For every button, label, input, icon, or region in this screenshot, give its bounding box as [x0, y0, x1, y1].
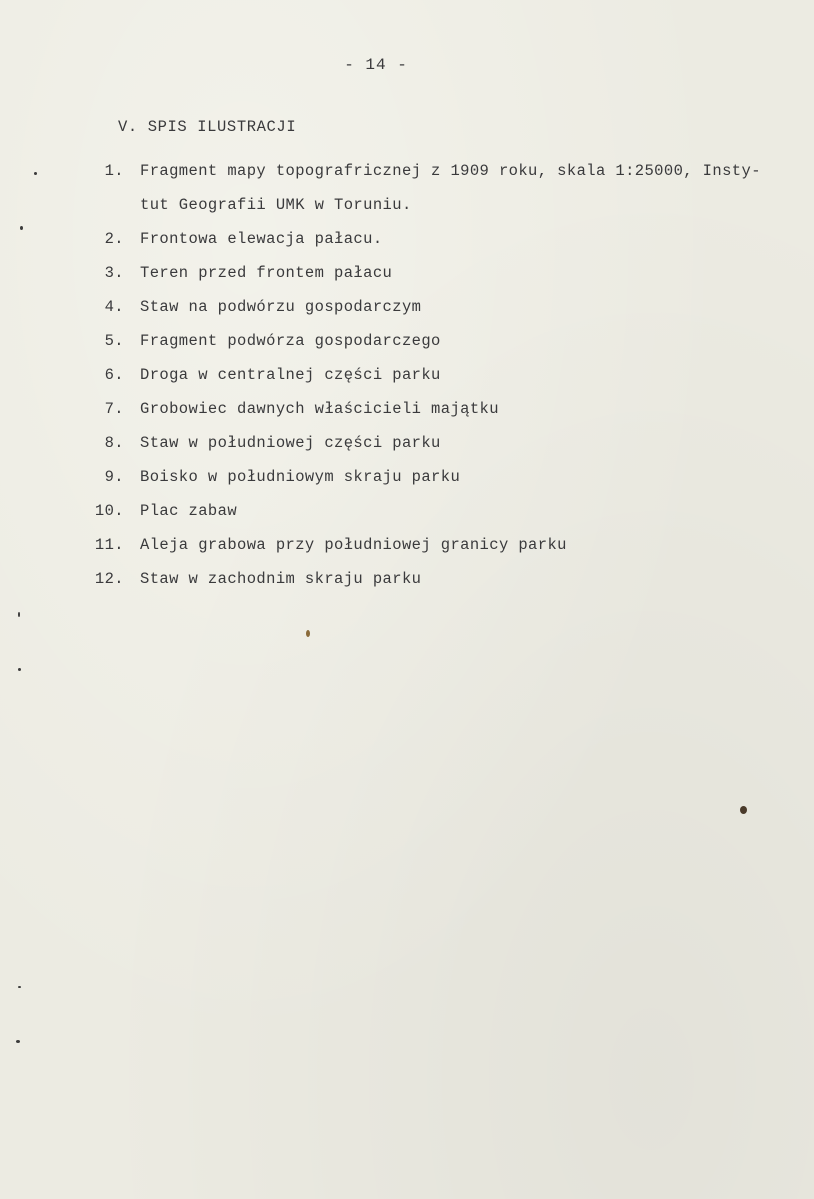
item-number: 5.: [104, 332, 124, 350]
item-text: Staw na podwórzu gospodarczym: [140, 298, 422, 316]
paper-speck: [34, 172, 37, 175]
paper-speck: [16, 1040, 20, 1043]
list-item: [0, 464, 814, 498]
item-number: 12.: [94, 570, 124, 588]
item-number: 9.: [104, 468, 124, 486]
item-number: 7.: [104, 400, 124, 418]
item-number: 11.: [94, 536, 124, 554]
item-text: Droga w centralnej części parku: [140, 366, 441, 384]
illustration-list: [0, 158, 814, 600]
item-number: 3.: [104, 264, 124, 282]
item-text: Plac zabaw: [140, 502, 238, 520]
list-item: [0, 260, 814, 294]
page-number: - 14 -: [344, 56, 408, 74]
paper-speck: [18, 668, 21, 671]
list-item: [0, 362, 814, 396]
list-item: [0, 498, 814, 532]
item-text: Aleja grabowa przy południowej granicy parku: [140, 536, 567, 554]
item-number: 1.: [104, 162, 124, 180]
item-text-continuation: tut Geografii UMK w Toruniu.: [140, 196, 412, 214]
list-item: [0, 226, 814, 260]
item-text: Staw w południowej części parku: [140, 434, 441, 452]
paper-speck: [306, 630, 310, 637]
paper-speck: [740, 806, 747, 814]
item-text: Frontowa elewacja pałacu.: [140, 230, 383, 248]
list-item: [0, 430, 814, 464]
item-text: Fragment mapy topografricznej z 1909 roku, skala 1:25000, Insty-: [140, 162, 761, 180]
list-item: [0, 396, 814, 430]
list-item: [0, 532, 814, 566]
item-text: Grobowiec dawnych właścicieli majątku: [140, 400, 499, 418]
item-number: 8.: [104, 434, 124, 452]
item-number: 4.: [104, 298, 124, 316]
item-text: Boisko w południowym skraju parku: [140, 468, 461, 486]
list-item: [0, 294, 814, 328]
item-text: Staw w zachodnim skraju parku: [140, 570, 422, 588]
list-item: [0, 328, 814, 362]
list-item: [0, 158, 814, 226]
item-number: 2.: [104, 230, 124, 248]
item-number: 10.: [94, 502, 124, 520]
paper-speck: [18, 612, 20, 617]
item-text: Teren przed frontem pałacu: [140, 264, 393, 282]
section-title: V. SPIS ILUSTRACJI: [118, 118, 297, 136]
item-number: 6.: [104, 366, 124, 384]
list-item: [0, 566, 814, 600]
paper-speck: [20, 226, 23, 230]
item-text: Fragment podwórza gospodarczego: [140, 332, 441, 350]
paper-speck: [18, 986, 21, 988]
